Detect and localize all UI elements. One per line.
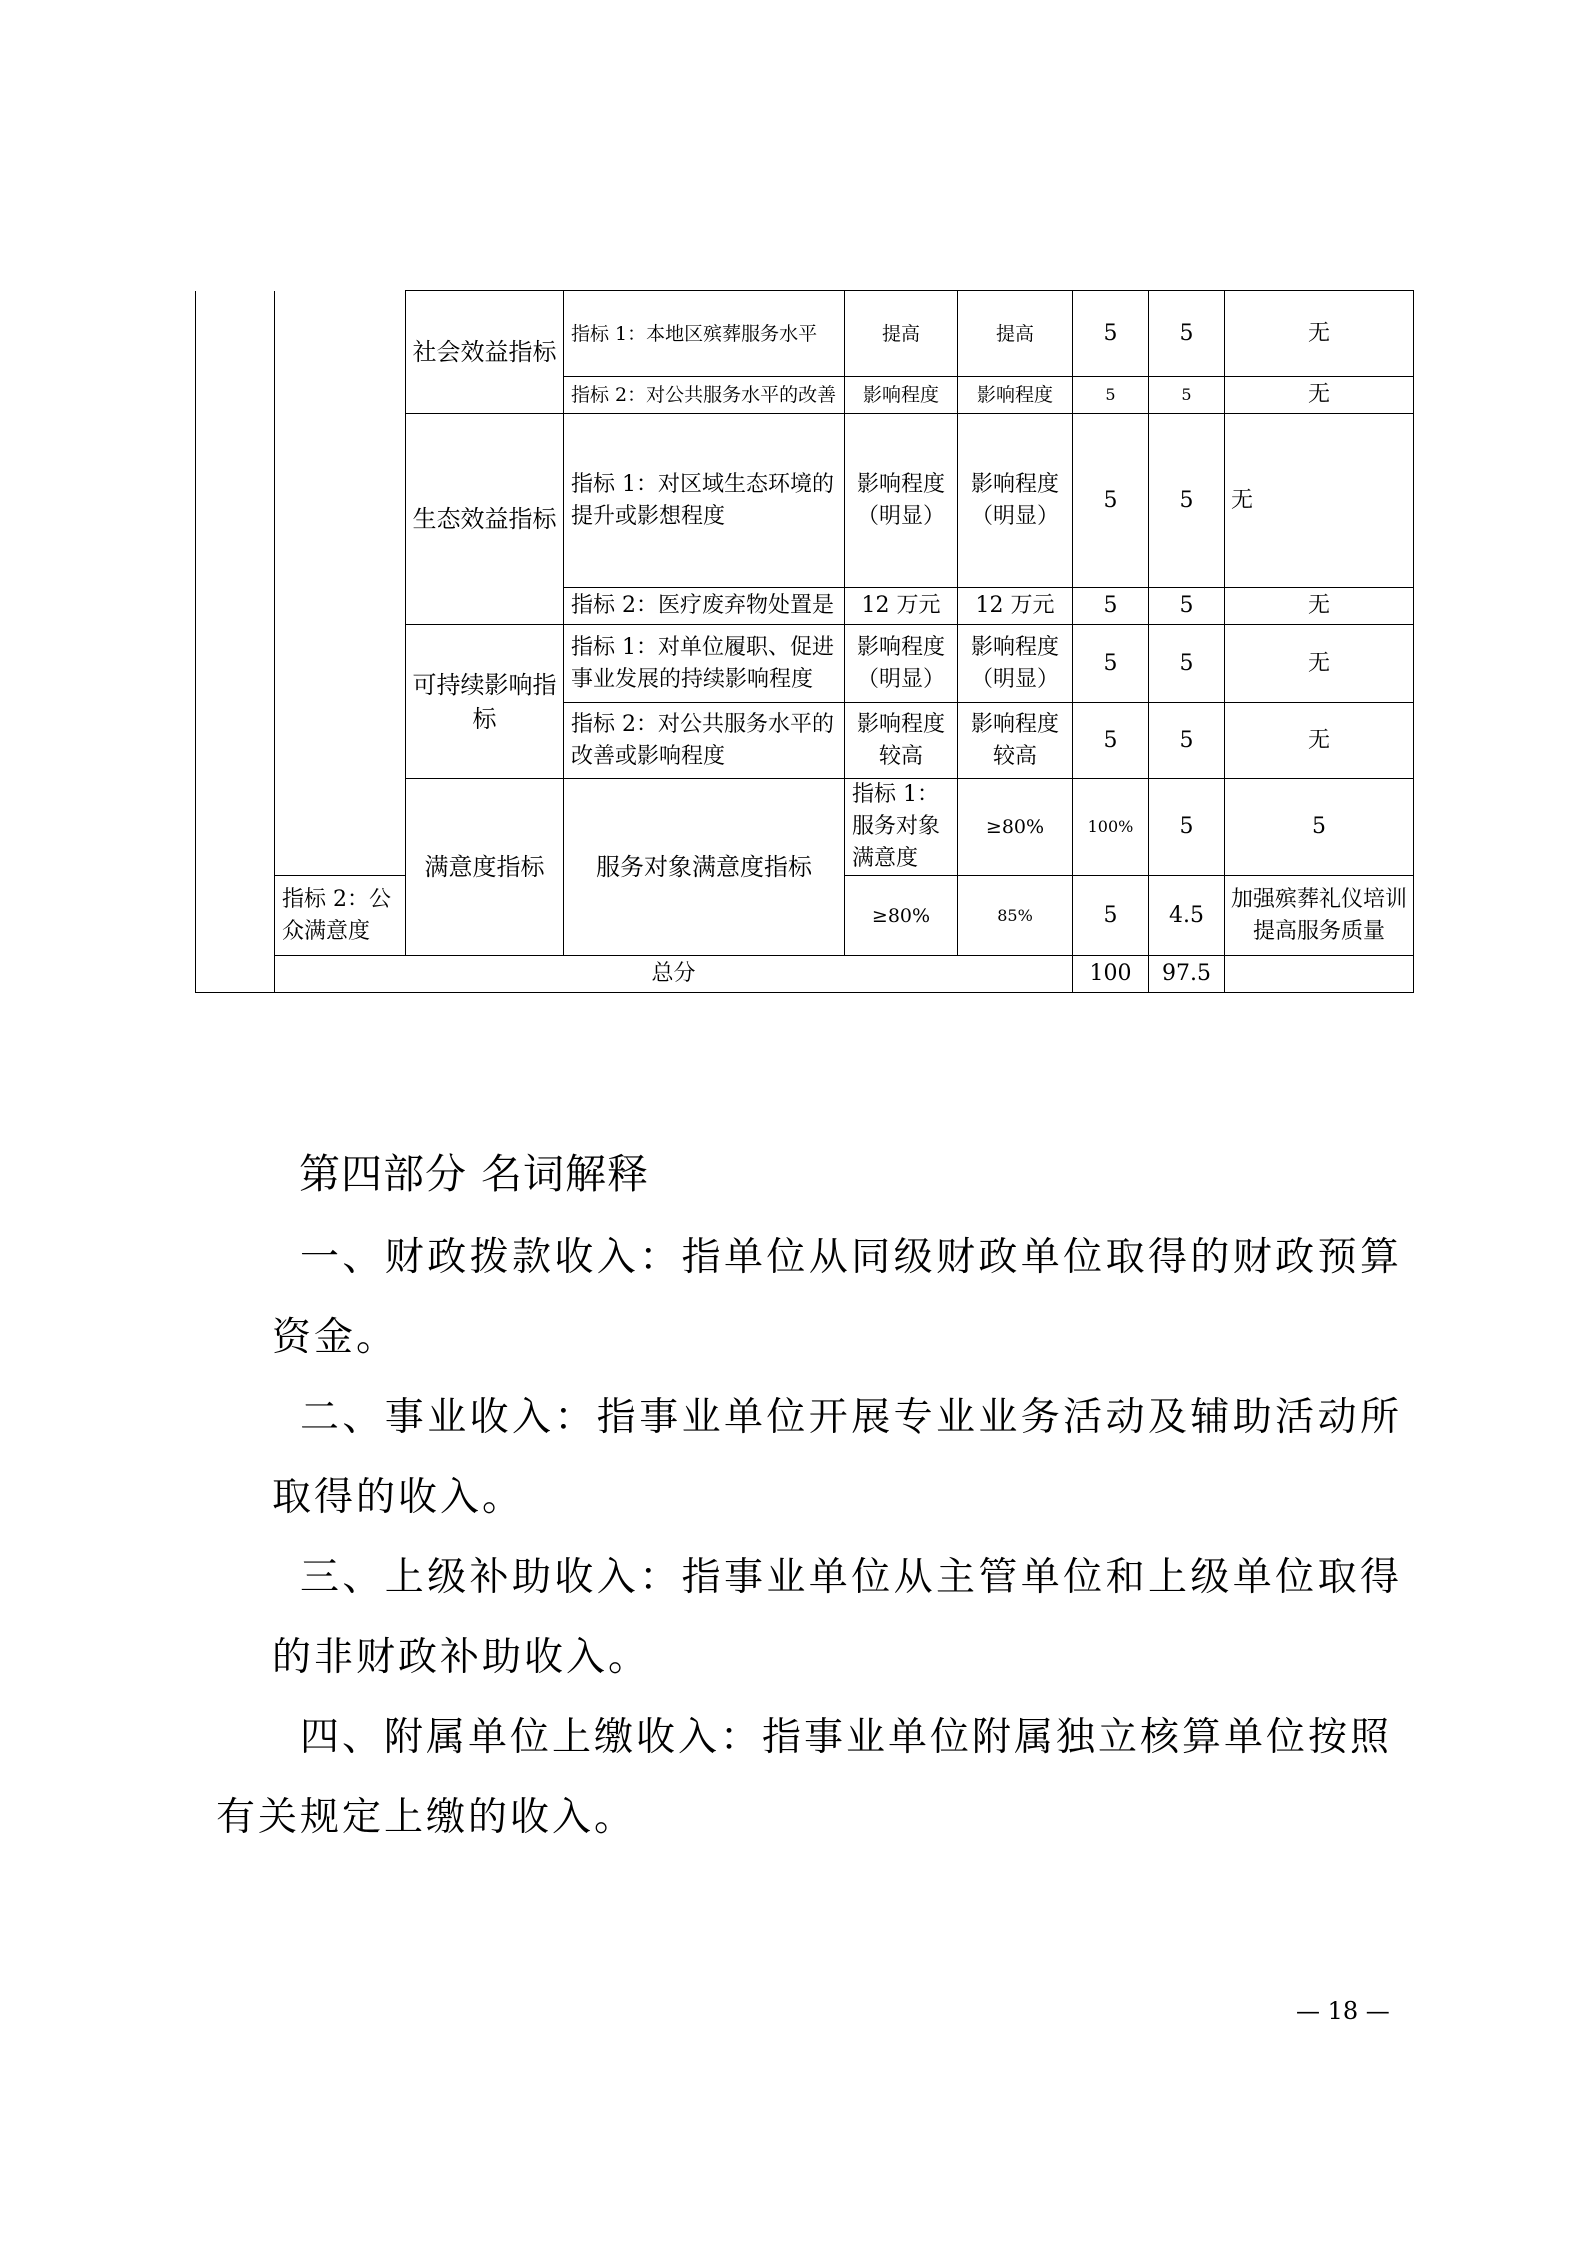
performance-table (195, 290, 1414, 993)
actual-cell: 影响程度（明显） (958, 414, 1073, 588)
definition-paragraph (272, 1218, 1402, 1378)
indicator-cell: 指标 2：公众满意度 (275, 876, 406, 956)
definition-text: 指事业单位开展专业业务活动及辅助活动所取得的收入。 (272, 1395, 1402, 1520)
target-cell: 提高 (845, 291, 958, 377)
category-cell: 服务对象满意度指标 (564, 779, 845, 956)
indicator-cell: 指标 1：服务对象满意度 (845, 779, 958, 876)
remark-cell: 无 (1225, 625, 1414, 703)
target-cell: ≥80% (845, 876, 958, 956)
target-cell: 影响程度 (845, 377, 958, 414)
actual-cell: 12 万元 (958, 588, 1073, 625)
remark-cell: 无 (1225, 414, 1414, 588)
total-label: 总分 (275, 956, 1073, 993)
definition-term: 一、财政拨款收入： (300, 1235, 682, 1280)
remark-cell: 无 (1225, 703, 1414, 779)
definition-text: 指事业单位附属独立核算单位按照 (762, 1715, 1393, 1760)
total-weight: 100 (1073, 956, 1149, 993)
actual-cell: 影响程度较高 (958, 703, 1073, 779)
category-cell: 生态效益指标 (406, 414, 564, 625)
indicator-cell: 指标 2：医疗废弃物处置是 (564, 588, 845, 625)
remark-cell: 无 (1225, 377, 1414, 414)
weight-cell: 5 (1073, 588, 1149, 625)
weight-cell: 5 (1073, 703, 1149, 779)
total-remark (1225, 956, 1414, 993)
actual-cell: 85% (958, 876, 1073, 956)
remark-cell: 无 (1225, 588, 1414, 625)
definition-paragraph (216, 1698, 1402, 1858)
total-score: 97.5 (1149, 956, 1225, 993)
actual-cell: 提高 (958, 291, 1073, 377)
level2-cell (275, 291, 406, 876)
weight-cell: 5 (1073, 377, 1149, 414)
weight-cell: 5 (1073, 291, 1149, 377)
definition-term: 四、附属单位上缴收入： (300, 1715, 763, 1760)
weight-cell: 5 (1073, 414, 1149, 588)
score-cell: 4.5 (1149, 876, 1225, 956)
section-heading: 第四部分 名词解释 (299, 1150, 650, 1198)
score-cell: 5 (1149, 588, 1225, 625)
definition-paragraph (272, 1378, 1402, 1538)
total-row (196, 956, 1414, 993)
table-row (196, 291, 1414, 377)
definition-term: 二、事业收入： (300, 1395, 597, 1440)
score-cell: 5 (1149, 377, 1225, 414)
definition-text-continued: 有关规定上缴的收入。 (216, 1795, 637, 1840)
weight-cell: 5 (1149, 779, 1225, 876)
target-cell: 影响程度（明显） (845, 625, 958, 703)
definition-text: 指单位从同级财政单位取得的财政预算资金。 (272, 1235, 1402, 1360)
target-cell: 影响程度（明显） (845, 414, 958, 588)
weight-cell: 5 (1073, 625, 1149, 703)
indicator-cell: 指标 1：对区域生态环境的提升或影想程度 (564, 414, 845, 588)
actual-cell: 影响程度（明显） (958, 625, 1073, 703)
score-cell: 5 (1225, 779, 1414, 876)
level2-cell: 满意度指标 (406, 779, 564, 956)
indicator-cell: 指标 1：本地区殡葬服务水平 (564, 291, 845, 377)
remark-cell: 无 (1225, 291, 1414, 377)
remark-cell: 加强殡葬礼仪培训提高服务质量 (1225, 876, 1414, 956)
weight-cell: 5 (1073, 876, 1149, 956)
definition-text: 指事业单位从主管单位和上级单位取得的非财政补助收入。 (272, 1555, 1402, 1680)
score-cell: 5 (1149, 414, 1225, 588)
category-cell: 可持续影响指标 (406, 625, 564, 779)
actual-cell: 影响程度 (958, 377, 1073, 414)
score-cell: 5 (1149, 703, 1225, 779)
level1-cell (196, 291, 275, 993)
indicator-cell: 指标 1：对单位履职、促进事业发展的持续影响程度 (564, 625, 845, 703)
target-cell: ≥80% (958, 779, 1073, 876)
page-number: — 18 — (1296, 1997, 1390, 2025)
indicator-cell: 指标 2：对公共服务水平的改善或影响程度 (564, 703, 845, 779)
score-cell: 5 (1149, 625, 1225, 703)
target-cell: 12 万元 (845, 588, 958, 625)
actual-cell: 100% (1073, 779, 1149, 876)
definition-term: 三、上级补助收入： (300, 1555, 682, 1600)
target-cell: 影响程度较高 (845, 703, 958, 779)
indicator-cell: 指标 2：对公共服务水平的改善 (564, 377, 845, 414)
definition-paragraph (272, 1538, 1402, 1698)
category-cell: 社会效益指标 (406, 291, 564, 414)
score-cell: 5 (1149, 291, 1225, 377)
